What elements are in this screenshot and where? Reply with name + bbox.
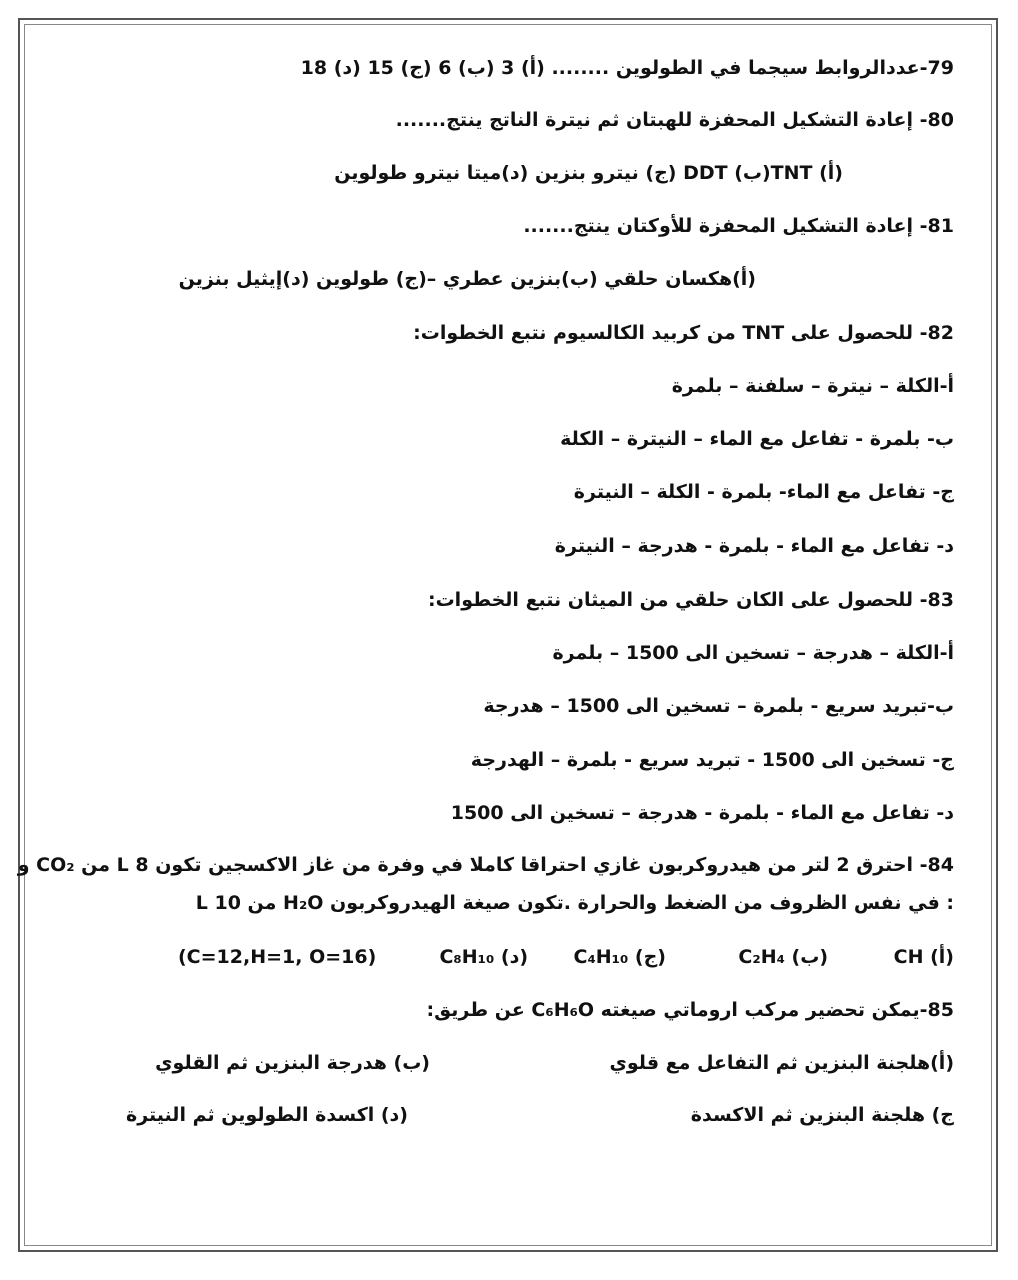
question-83-option-b: ب-تبريد سريع - بلمرة – تسخين الى 1500 – هدرجة: [483, 695, 954, 717]
question-79: 79-عددالروابط سيجما في الطولوين ........ (أ) 3 (ب) 6 (ج) 15 (د) 18: [300, 57, 954, 79]
question-80-options: (أ) TNT(ب) DDT (ج) نيترو بنزين (د)ميتا نيترو طولوين: [334, 162, 843, 184]
question-85-option-b: (ب) هدرجة البنزين ثم القلوي: [155, 1052, 430, 1074]
question-85-stem: 85-يمكن تحضير مركب اروماتي صيغته C₆H₆O عن طريق:: [426, 999, 954, 1021]
question-84-option-a: (أ) CH: [893, 946, 954, 968]
question-81-stem: 81- إعادة التشكيل المحفزة للأوكتان ينتج.......: [523, 215, 954, 237]
question-84-option-c: (ج) C₄H₁₀: [573, 946, 666, 968]
question-83-option-c: ج- تسخين الى 1500 - تبريد سريع - بلمرة – الهدرجة: [470, 749, 954, 771]
question-82-stem: 82- للحصول على TNT من كربيد الكالسيوم نتبع الخطوات:: [413, 322, 954, 344]
question-83-option-d: د- تفاعل مع الماء - بلمرة - هدرجة – تسخين الى 1500: [450, 802, 954, 824]
question-82-option-d: د- تفاعل مع الماء - بلمرة - هدرجة – النيترة: [554, 535, 954, 557]
question-80-stem: 80- إعادة التشكيل المحفزة للهبتان ثم نيترة الناتج ينتج.......: [395, 109, 954, 131]
question-83-stem: 83- للحصول على الكان حلقي من الميثان نتبع الخطوات:: [427, 589, 954, 611]
question-85-option-c: ج) هلجنة البنزين ثم الاكسدة: [690, 1104, 954, 1126]
question-85-option-d: (د) اكسدة الطولوين ثم النيترة: [126, 1104, 408, 1126]
question-84-atomic-masses: (C=12,H=1, O=16): [178, 946, 377, 968]
question-81-options: (أ)هكسان حلقي (ب)بنزين عطري –(ج) طولوين (د)إيثيل بنزين: [178, 268, 756, 290]
question-85-option-a: (أ)هلجنة البنزين ثم التفاعل مع قلوي: [609, 1052, 954, 1074]
question-84-stem-line2: L 10 من H₂O في نفس الظروف من الضغط والحرارة .تكون صيغة الهيدروكربون :: [195, 892, 954, 914]
question-84-option-d: (د) C₈H₁₀: [439, 946, 528, 968]
question-84-option-b: (ب) C₂H₄: [738, 946, 828, 968]
question-82-option-b: ب- بلمرة - تفاعل مع الماء – النيترة – الكلة: [560, 428, 954, 450]
question-82-option-c: ج- تفاعل مع الماء- بلمرة - الكلة – النيترة: [573, 481, 954, 503]
question-82-option-a: أ-الكلة – نيترة – سلفنة – بلمرة: [671, 375, 954, 397]
question-83-option-a: أ-الكلة – هدرجة – تسخين الى 1500 – بلمرة: [552, 642, 954, 664]
question-84-stem-line1: 84- احترق 2 لتر من هيدروكربون غازي احتراقا كاملا في وفرة من غاز الاكسجين تكون L 8 من CO₂ و: [17, 854, 954, 876]
